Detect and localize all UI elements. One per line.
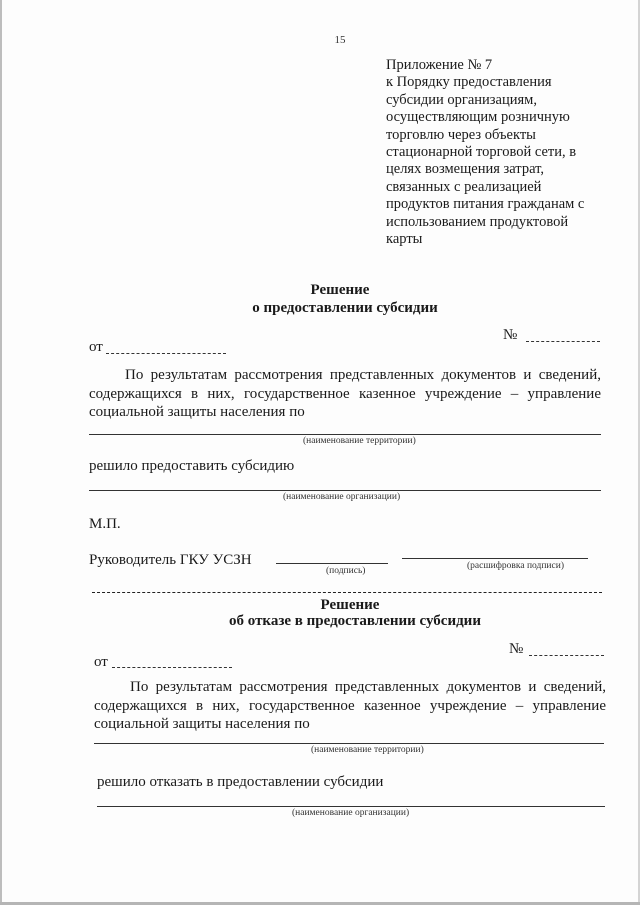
grant-territory-field xyxy=(89,434,601,435)
stamp-label: М.П. xyxy=(89,516,121,532)
grant-organization-caption: (наименование организации) xyxy=(283,492,401,502)
refusal-paragraph-line: социальной защиты населения по xyxy=(94,716,310,732)
grant-decided-text: решило предоставить субсидию xyxy=(89,458,295,474)
appendix-line: Приложение № 7 xyxy=(386,57,493,73)
refusal-decision-subtitle: об отказе в предоставлении субсидии xyxy=(229,613,481,629)
appendix-line: осуществляющим розничную xyxy=(386,109,570,126)
grant-paragraph-line: По результатам рассмотрения представленных документов и сведений, xyxy=(125,367,601,383)
grant-number-field xyxy=(526,341,600,342)
grant-paragraph-line: социальной защиты населения по xyxy=(89,404,305,420)
refusal-decided-text: решило отказать в предоставлении субсидии xyxy=(97,774,384,790)
grant-decision-title: Решение xyxy=(310,282,370,298)
cut-line xyxy=(92,592,602,593)
scan-edge-left xyxy=(0,0,2,905)
refusal-territory-caption: (наименование территории) xyxy=(311,745,424,755)
grant-paragraph-line: содержащихся в них, государственное казенное учреждение – управление xyxy=(89,385,601,402)
refusal-organization-field xyxy=(97,806,605,807)
appendix-line: торговлю через объекты xyxy=(386,126,536,143)
grant-territory-caption: (наименование территории) xyxy=(303,436,416,446)
refusal-paragraph-line: содержащихся в них, государственное казенное учреждение – управление xyxy=(94,697,606,714)
appendix-line: карты xyxy=(386,231,423,248)
refusal-number-field xyxy=(529,655,604,656)
appendix-line: целях возмещения затрат, xyxy=(386,161,545,178)
appendix-line: стационарной торговой сети, в xyxy=(386,144,577,161)
grant-date-label: от xyxy=(89,339,103,355)
refusal-paragraph xyxy=(94,678,606,734)
refusal-date-label: от xyxy=(94,654,108,670)
refusal-territory-field xyxy=(94,743,604,744)
refusal-date-field xyxy=(112,667,232,668)
grant-decision-subtitle: о предоставлении субсидии xyxy=(252,300,438,316)
appendix-line: субсидии организациям, xyxy=(386,91,537,108)
grant-organization-field xyxy=(89,490,601,491)
appendix-header xyxy=(386,57,616,248)
head-label: Руководитель ГКУ УСЗН xyxy=(89,552,252,568)
signature-caption: (подпись) xyxy=(326,566,366,576)
appendix-line: продуктов питания гражданам с xyxy=(386,196,585,213)
refusal-decision-title: Решение xyxy=(320,597,380,613)
appendix-line: к Порядку предоставления xyxy=(386,74,552,91)
refusal-number-label: № xyxy=(509,641,524,657)
refusal-organization-caption: (наименование организации) xyxy=(292,808,410,818)
grant-date-field xyxy=(106,353,226,354)
grant-number-label: № xyxy=(503,327,518,343)
page-number: 15 xyxy=(334,34,346,46)
signature-field xyxy=(276,563,388,564)
signature-decoding-field xyxy=(402,558,588,559)
appendix-line: связанных с реализацией xyxy=(386,178,542,195)
grant-paragraph xyxy=(89,366,601,422)
appendix-line: использованием продуктовой xyxy=(386,213,569,230)
refusal-paragraph-line: По результатам рассмотрения представленных документов и сведений, xyxy=(130,679,606,695)
signature-decoding-caption: (расшифровка подписи) xyxy=(467,561,564,571)
